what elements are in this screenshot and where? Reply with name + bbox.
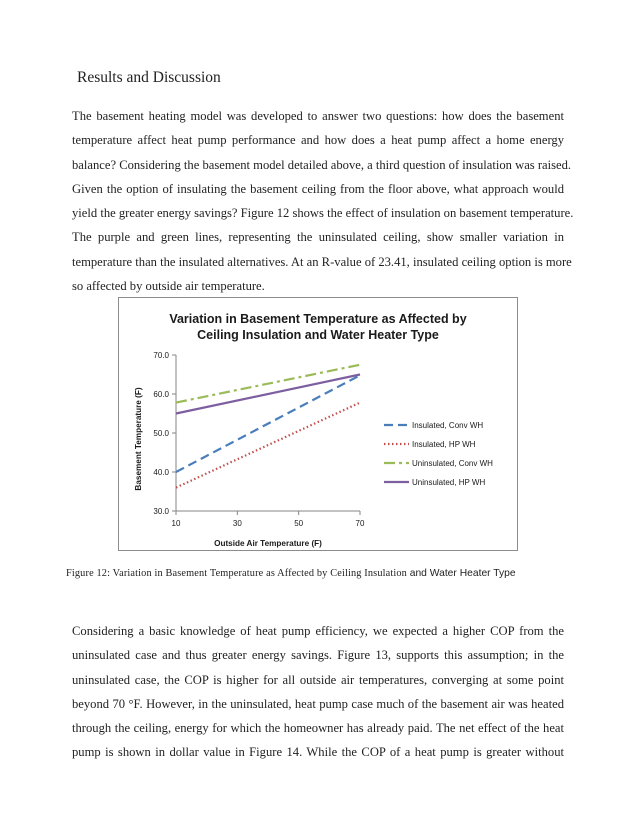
section-heading: Results and Discussion (77, 69, 221, 86)
chart-frame (118, 297, 518, 551)
paragraph-line: temperature affect heat pump performance and how does a heat pump affect a home energy (72, 133, 564, 148)
caption-serif-text: Figure 12: Variation in Basement Temperature as Affected by Ceiling Insulation (66, 568, 407, 579)
paragraph-line: temperature than the insulated alternatives. At an R-value of 23.41, insulated ceiling option is more (72, 254, 572, 269)
paragraph-1 (72, 104, 574, 298)
line-chart (119, 298, 517, 550)
legend-label-3: Uninsulated, Conv WH (412, 459, 493, 468)
series-line-1 (176, 375, 360, 472)
paragraph-line: through the ceiling, energy for which the homeowner has already paid. The net effect of the heat (72, 721, 564, 736)
series-line-3 (176, 365, 360, 403)
caption-sans-text: and Water Heater Type (409, 568, 516, 579)
y-tick-label: 50.0 (153, 429, 169, 438)
chart-title-line-1: Variation in Basement Temperature as Affected by (169, 312, 467, 326)
x-tick-label: 30 (232, 519, 242, 528)
series-line-4 (176, 375, 360, 414)
x-tick-label: 50 (294, 519, 304, 528)
figure-caption (66, 568, 516, 579)
paragraph-line: beyond 70 °F. However, in the uninsulated, heat pump case much of the basement air was heated (72, 696, 564, 711)
paragraph-line: balance? Considering the basement model detailed above, a third question of insulation was raised. (72, 157, 572, 172)
series-line-2 (176, 403, 360, 488)
paragraph-line: so affected by outside air temperature. (72, 279, 265, 294)
y-tick-label: 30.0 (153, 507, 169, 516)
x-axis-label: Outside Air Temperature (F) (214, 539, 322, 548)
paragraph-line: The basement heating model was developed to answer two questions: how does the basement (72, 109, 564, 123)
paragraph-line: yield the greater energy savings? Figure 12 shows the effect of insulation on basement temperature. (72, 206, 574, 221)
paragraph-line: uninsulated case, the COP is higher for all outside air temperatures, converging at some point (72, 672, 564, 687)
x-tick-label: 70 (355, 519, 365, 528)
y-tick-label: 60.0 (153, 390, 169, 399)
legend-label-4: Uninsulated, HP WH (412, 478, 486, 487)
y-axis-label: Basement Temperature (F) (134, 387, 143, 491)
paragraph-line: Given the option of insulating the basement ceiling from the floor above, what approach would (72, 181, 564, 196)
y-tick-label: 70.0 (153, 351, 169, 360)
paragraph-line: Considering a basic knowledge of heat pump efficiency, we expected a higher COP from the (72, 624, 564, 638)
legend-label-1: Insulated, Conv WH (412, 421, 484, 430)
paragraph-2 (72, 619, 564, 765)
paragraph-line: pump is shown in dollar value in Figure 14. While the COP of a heat pump is greater without (72, 745, 564, 760)
chart-title-line-2: Ceiling Insulation and Water Heater Type (197, 328, 439, 342)
x-tick-label: 10 (171, 519, 181, 528)
paragraph-line: The purple and green lines, representing the uninsulated ceiling, show smaller variation in (72, 230, 564, 245)
legend-label-2: Insulated, HP WH (412, 440, 476, 449)
paragraph-line: uninsulated case and thus greater energy savings. Figure 13, supports this assumption; in the (72, 648, 564, 663)
y-tick-label: 40.0 (153, 468, 169, 477)
